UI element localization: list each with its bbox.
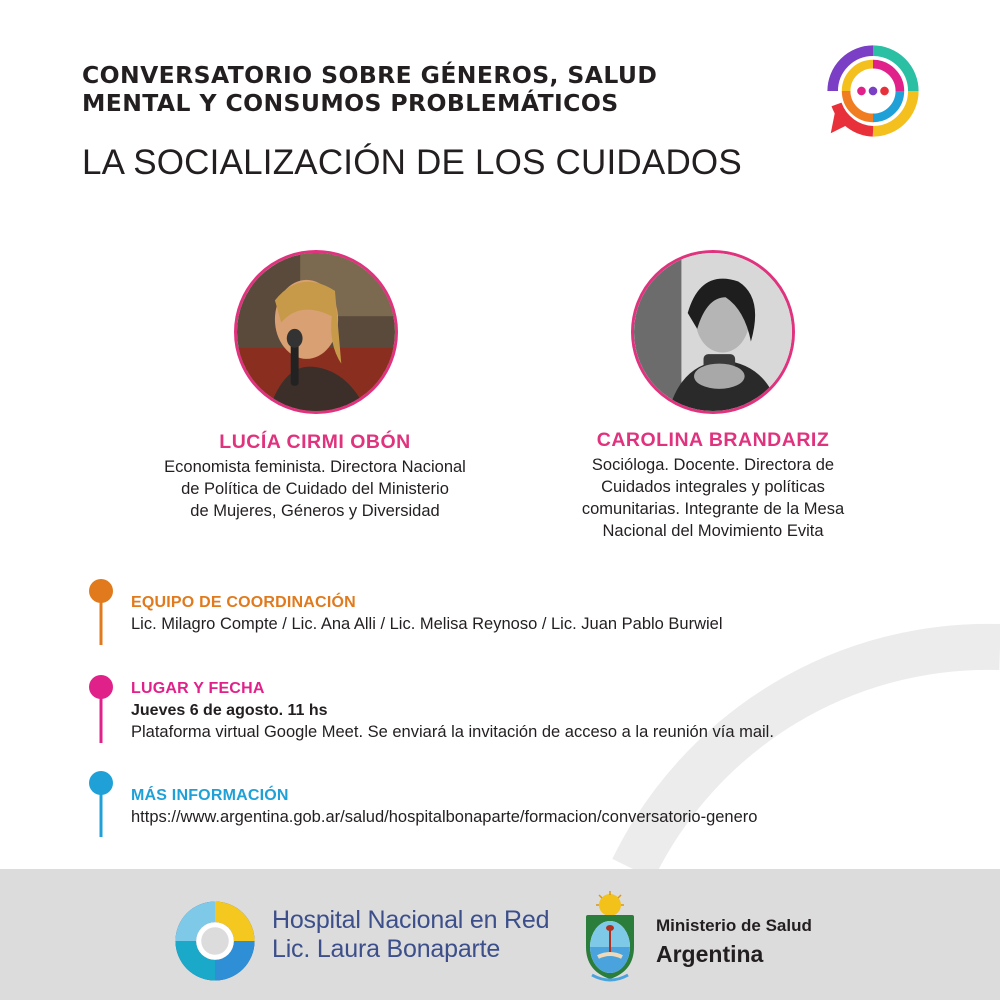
speaker-2-desc-line: Cuidados integrales y políticas: [601, 478, 825, 496]
speaker-1-desc-line: Economista feminista. Directora Nacional: [164, 458, 466, 476]
more-info-heading: MÁS INFORMACIÓN: [131, 787, 289, 804]
speaker-1-description: [115, 456, 515, 522]
ministry-name: Ministerio de Salud: [656, 916, 812, 935]
event-title-line-2: MENTAL Y CONSUMOS PROBLEMÁTICOS: [82, 89, 619, 117]
event-title-line-1: CONVERSATORIO SOBRE GÉNEROS, SALUD: [82, 61, 658, 89]
speaker-2-photo: [631, 250, 795, 414]
place-date-heading: LUGAR Y FECHA: [131, 680, 265, 697]
hospital-name-line-2: Lic. Laura Bonaparte: [272, 935, 501, 963]
speaker-2-desc-line: Nacional del Movimiento Evita: [602, 522, 824, 540]
hospital-name: [272, 906, 549, 964]
country-name: Argentina: [656, 941, 764, 967]
coat-of-arms-icon: [580, 891, 640, 986]
orange-pin-icon: [88, 578, 114, 646]
speaker-2-desc-line: comunitarias. Integrante de la Mesa: [581, 500, 845, 518]
pink-pin-icon: [88, 674, 114, 744]
speaker-1-desc-line: de Política de Cuidado del Ministerio: [181, 480, 449, 498]
event-platform: Plataforma virtual Google Meet. Se enviará la invitación de acceso a la reunión vía mail.: [131, 723, 774, 741]
speaker-1-name: LUCÍA CIRMI OBÓN: [219, 431, 411, 453]
coordination-names: Lic. Milagro Compte / Lic. Ana Alli / Lic. Melisa Reynoso / Lic. Juan Pablo Burwiel: [131, 615, 723, 633]
chat-bubble-logo-icon: [825, 43, 921, 139]
more-info-link[interactable]: https://www.argentina.gob.ar/salud/hospitalbonaparte/formacion/conversatorio-genero: [131, 808, 758, 826]
event-subtitle: LA SOCIALIZACIÓN DE LOS CUIDADOS: [82, 143, 742, 182]
coordination-heading: EQUIPO DE COORDINACIÓN: [131, 594, 356, 611]
speaker-2-description: [513, 454, 913, 542]
speaker-1-desc-line: de Mujeres, Géneros y Diversidad: [190, 502, 440, 520]
speaker-2-desc-line: Socióloga. Docente. Directora de: [591, 456, 835, 474]
speaker-1-photo: [234, 250, 398, 414]
hospital-logo-icon: [172, 898, 258, 984]
blue-pin-icon: [88, 770, 114, 838]
speaker-2-name: CAROLINA BRANDARIZ: [596, 429, 830, 451]
event-title: [82, 61, 722, 117]
event-date: Jueves 6 de agosto. 11 hs: [131, 702, 328, 719]
hospital-name-line-1: Hospital Nacional en Red: [272, 906, 550, 934]
